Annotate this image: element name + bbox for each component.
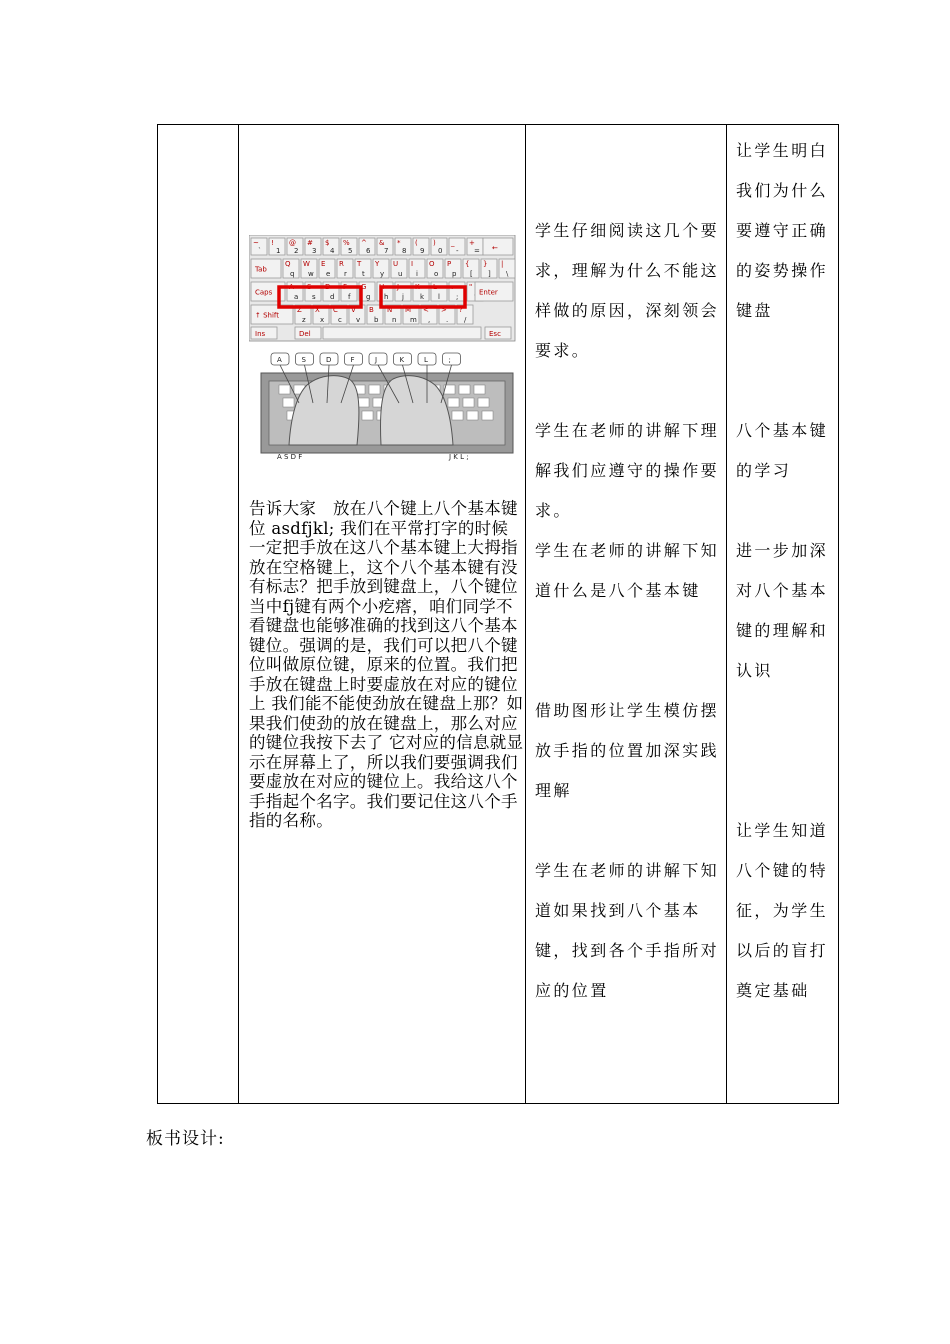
key-upper-label: | bbox=[501, 260, 504, 268]
key-lower-label: 2 bbox=[294, 247, 299, 255]
key-upper-label: W bbox=[303, 260, 310, 268]
key-lower-label: / bbox=[464, 316, 467, 324]
key-lower-label: [ bbox=[470, 270, 473, 278]
design-purpose-2: 八个基本键的学习 bbox=[736, 421, 829, 480]
right-home-label: J K L ; bbox=[449, 453, 469, 461]
key-lower-label: k bbox=[420, 293, 425, 301]
key-upper-label: # bbox=[307, 239, 313, 247]
key-lower-label: 4 bbox=[330, 247, 335, 255]
key-lower-label: ; bbox=[456, 293, 459, 301]
key-lower-label: f bbox=[348, 293, 351, 301]
key-upper-label: : bbox=[451, 283, 454, 291]
key-upper-label: V bbox=[351, 306, 356, 314]
key-lower-label: , bbox=[428, 316, 431, 324]
key-lower-label: m bbox=[410, 316, 417, 324]
key-upper-label: Z bbox=[297, 306, 302, 314]
home-key-cap-label: L bbox=[424, 356, 428, 364]
design-purpose-4: 让学生知道八个键的特征，为学生以后的盲打奠定基础 bbox=[736, 821, 829, 1000]
mini-key bbox=[467, 411, 478, 420]
key-lower-label: b bbox=[374, 316, 379, 324]
key-upper-label: Q bbox=[285, 260, 291, 268]
key-upper-label: P bbox=[447, 260, 452, 268]
key-upper-label: } bbox=[483, 260, 488, 268]
design-purpose-3: 进一步加深对八个基本键的理解和认识 bbox=[736, 541, 829, 680]
key-lower-label: z bbox=[302, 316, 306, 324]
student-activity-2: 学生在老师的讲解下理解我们应遵守的操作要求。 bbox=[535, 421, 720, 520]
column-divider bbox=[525, 125, 526, 1103]
key-upper-label: X bbox=[315, 306, 320, 314]
key-lower-label: 6 bbox=[366, 247, 371, 255]
key-upper-label: & bbox=[379, 239, 385, 247]
key-lower-label: v bbox=[356, 316, 361, 324]
key-lower-label: \ bbox=[506, 270, 509, 278]
ins-key-label: Ins bbox=[255, 330, 266, 338]
key-upper-label: O bbox=[429, 260, 435, 268]
key-lower-label: . bbox=[446, 316, 449, 324]
key-lower-label: g bbox=[366, 293, 371, 301]
caps-key-label: Caps bbox=[255, 288, 273, 297]
key-lower-label: e bbox=[326, 270, 331, 278]
key-upper-label: _ bbox=[451, 239, 455, 247]
mini-key bbox=[448, 398, 459, 407]
key-lower-label: d bbox=[330, 293, 335, 301]
mini-key bbox=[482, 411, 493, 420]
key-upper-label: > bbox=[441, 306, 447, 314]
key-upper-label: * bbox=[397, 239, 401, 247]
key-upper-label: L bbox=[433, 283, 437, 291]
key-upper-label: B bbox=[369, 306, 374, 314]
key-upper-label: < bbox=[423, 306, 429, 314]
key-lower-label: = bbox=[474, 247, 480, 255]
backspace-arrow-icon: ← bbox=[492, 244, 498, 252]
key-lower-label: x bbox=[320, 316, 325, 324]
mini-key bbox=[279, 385, 290, 394]
key-upper-label: F bbox=[343, 283, 348, 291]
key-lower-label: ] bbox=[488, 270, 491, 278]
key-upper-label: ? bbox=[459, 306, 463, 314]
blackboard-design-label: 板书设计: bbox=[146, 1129, 225, 1149]
mini-key bbox=[478, 398, 489, 407]
home-key-cap-label: ; bbox=[448, 356, 451, 364]
home-key-cap-label: S bbox=[301, 356, 306, 364]
esc-key-label: Esc bbox=[489, 330, 501, 338]
key-upper-label: { bbox=[465, 260, 470, 268]
key-upper-label: % bbox=[343, 239, 350, 247]
mini-key bbox=[283, 398, 294, 407]
key-upper-label: U bbox=[393, 260, 399, 268]
home-key-cap bbox=[443, 353, 461, 365]
key-upper-label: C bbox=[333, 306, 338, 314]
key-lower-label: l bbox=[438, 293, 440, 301]
home-key-cap-label: A bbox=[277, 356, 282, 364]
design-purpose-1: 让学生明白我们为什么要遵守正确的姿势操作键盘 bbox=[736, 141, 829, 320]
key-upper-label: $ bbox=[325, 239, 330, 247]
key-upper-label: R bbox=[339, 260, 344, 268]
enter-key-label: Enter bbox=[479, 288, 498, 297]
key-upper-label: I bbox=[411, 260, 414, 268]
key-lower-label: q bbox=[290, 270, 295, 278]
key-lower-label: i bbox=[416, 270, 418, 278]
home-key-cap-label: F bbox=[350, 356, 355, 364]
student-activity-4: 借助图形让学生模仿摆放手指的位置加深实践理解 bbox=[535, 701, 720, 800]
key-upper-label: N bbox=[387, 306, 393, 314]
student-activity-5: 学生在老师的讲解下知道如果找到八个基本键，找到各个手指所对应的位置 bbox=[535, 861, 720, 1000]
mini-key bbox=[463, 398, 474, 407]
key-lower-label: y bbox=[380, 270, 385, 278]
key-upper-label: D bbox=[325, 283, 331, 291]
column-divider bbox=[238, 125, 239, 1103]
teacher-activity-text: 告诉大家 放在八个键上八个基本键位 asdfjkl; 我们在平常打字的时候一定把手放在这八个基本键上大拇指放在空格键上，这个八个基本键有没有标志？把手放到键盘上，八个键位当中fj键有两个小疙瘩，咱们同学不看键盘也能够准确的找到这八个基本键位。强调的是，我们可以把八个键位叫做原位键，原来的位置。我们把手放在键盘上时要虚放在对应的键位上 我们能不能使劲放在键盘上那？如果我们使劲的放在键盘上，那么对应的键位我按下去了 它对应的信息就显示在屏幕上了，所以我们要强调我们要虚放在对应的键位上。我给这八个手指起个名字。我们要记住这八个手指的名称。 bbox=[249, 499, 524, 830]
key-lower-label: w bbox=[308, 270, 314, 278]
key-lower-label: a bbox=[294, 293, 299, 301]
home-key-cap bbox=[369, 353, 387, 365]
home-key-cap-label: J bbox=[375, 356, 378, 364]
home-key-cap-label: K bbox=[399, 356, 405, 364]
mini-key bbox=[369, 385, 380, 394]
key-lower-label: u bbox=[398, 270, 403, 278]
key-upper-label: + bbox=[469, 239, 475, 247]
key-upper-label: Y bbox=[375, 260, 380, 268]
key-upper-label: G bbox=[361, 283, 367, 291]
key-upper-label: J bbox=[397, 283, 400, 291]
key-lower-label: 5 bbox=[348, 247, 353, 255]
key-upper-label: ~ bbox=[253, 239, 259, 247]
key-lower-label: p bbox=[452, 270, 457, 278]
key-lower-label: - bbox=[456, 247, 459, 255]
key-lower-label: ` bbox=[258, 247, 262, 255]
key-lower-label: 1 bbox=[276, 247, 281, 255]
keyboard-illustration bbox=[249, 235, 519, 467]
key-lower-label: 8 bbox=[402, 247, 407, 255]
key-lower-label: 0 bbox=[438, 247, 443, 255]
key-lower-label: 7 bbox=[384, 247, 389, 255]
home-keys-with-hands bbox=[261, 353, 513, 461]
key-lower-label: 3 bbox=[312, 247, 317, 255]
lesson-table bbox=[157, 124, 839, 1104]
home-key-cap-label: D bbox=[326, 356, 332, 364]
backspace-key bbox=[483, 238, 513, 255]
keyboard-layout bbox=[249, 235, 515, 341]
mini-key bbox=[452, 411, 463, 420]
key-lower-label: s bbox=[312, 293, 316, 301]
key-lower-label: n bbox=[392, 316, 397, 324]
key-lower-label: t bbox=[362, 270, 365, 278]
key-lower-label: r bbox=[344, 270, 347, 278]
key-upper-label: ) bbox=[433, 239, 436, 247]
key-lower-label: h bbox=[384, 293, 389, 301]
left-home-label: A S D F bbox=[277, 453, 303, 461]
key-upper-label: S bbox=[307, 283, 312, 291]
key-upper-label: ! bbox=[271, 239, 274, 247]
mini-key bbox=[474, 385, 485, 394]
mini-key bbox=[459, 385, 470, 394]
student-activity-3: 学生在老师的讲解下知道什么是八个基本键 bbox=[535, 541, 720, 600]
key-lower-label: c bbox=[338, 316, 342, 324]
key-upper-label: ^ bbox=[361, 239, 367, 247]
key-upper-label: E bbox=[321, 260, 326, 268]
key-upper-label: M bbox=[405, 306, 412, 314]
mini-key bbox=[362, 411, 373, 420]
key-lower-label: o bbox=[434, 270, 439, 278]
student-activity-1: 学生仔细阅读这几个要求，理解为什么不能这样做的原因，深刻领会要求。 bbox=[535, 221, 720, 360]
key-upper-label: T bbox=[357, 260, 362, 268]
key-upper-label: H bbox=[379, 283, 385, 291]
key-upper-label: K bbox=[415, 283, 420, 291]
key-upper-label: " bbox=[469, 283, 473, 291]
tab-key-label: Tab bbox=[255, 265, 267, 274]
mini-key bbox=[358, 398, 369, 407]
shift-key-label: ↑ Shift bbox=[255, 311, 280, 320]
key-lower-label: 9 bbox=[420, 247, 425, 255]
space-key bbox=[323, 327, 481, 339]
key-upper-label: ( bbox=[415, 239, 418, 247]
key-upper-label: @ bbox=[289, 239, 296, 247]
key-lower-label: j bbox=[402, 293, 404, 301]
key-upper-label: A bbox=[289, 283, 294, 291]
del-key-label: Del bbox=[299, 330, 311, 338]
